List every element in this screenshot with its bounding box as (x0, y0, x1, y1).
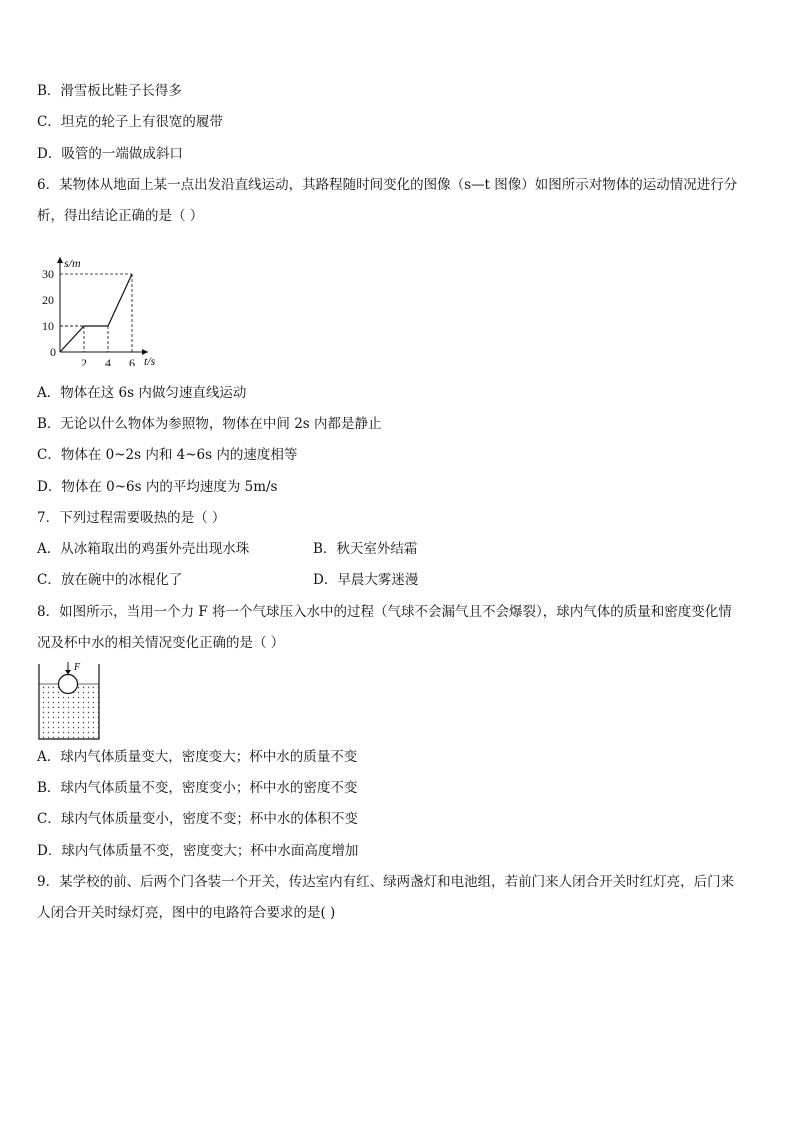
q6-stem-line2: 析，得出结论正确的是（ ） (37, 208, 204, 224)
q6-option-a: A．物体在这 6s 内做匀速直线运动 (37, 385, 247, 401)
q6-option-b: B．无论以什么物体为参照物，物体在中间 2s 内都是静止 (37, 416, 382, 432)
q8-option-d: D．球内气体质量不变，密度变大；杯中水面高度增加 (37, 843, 359, 859)
x-tick-label-6: 6 (129, 356, 135, 366)
force-arrow-head (65, 670, 71, 675)
y-tick-label-30: 30 (42, 267, 54, 281)
q9-stem-line1: 9．某学校的前、后两个门各装一个开关，传达室内有红、绿两盏灯和电池组，若前门来人闭合开关时红灯亮，后门来 (37, 874, 735, 890)
q5-option-c: C．坦克的轮子上有很宽的履带 (37, 114, 223, 130)
balloon (59, 675, 78, 694)
q8-stem-line2: 况及杯中水的相关情况变化正确的是（ ） (37, 635, 285, 651)
q5-option-d: D．吸管的一端做成斜口 (37, 146, 183, 162)
q7-option-b: B．秋天室外结霜 (313, 541, 418, 557)
q6-option-d: D．物体在 0~6s 内的平均速度为 5m/s (37, 479, 278, 495)
q5-option-b: B．滑雪板比鞋子长得多 (37, 83, 182, 99)
q7-option-a: A．从冰箱取出的鸡蛋外壳出现水珠 (37, 541, 250, 557)
x-tick-label-4: 4 (105, 356, 111, 366)
s-t-graph (36, 236, 186, 366)
q8-stem-line1: 8．如图所示，当用一个力 F 将一个气球压入水中的过程（气球不会漏气且不会爆裂），球内气体的质量和密度变化情 (37, 604, 732, 620)
q8-option-a: A．球内气体质量变大，密度变大；杯中水的质量不变 (37, 749, 358, 765)
q6-stem-line1: 6．某物体从地面上某一点出发沿直线运动，其路程随时间变化的图像（s—t 图像）如图所示对物体的运动情况进行分 (37, 177, 738, 193)
q7-option-d: D．早晨大雾迷漫 (313, 572, 419, 588)
x-axis-label: t/s (144, 354, 156, 366)
q7-option-c: C．放在碗中的冰棍化了 (37, 572, 183, 588)
origin-label: 0 (50, 345, 56, 359)
y-axis-label: s/m (64, 256, 81, 270)
q9-stem-line2: 人闭合开关时绿灯亮，图中的电路符合要求的是( ) (37, 905, 336, 921)
q8-option-c: C．球内气体质量变小，密度不变；杯中水的体积不变 (37, 811, 358, 827)
q8-option-b: B．球内气体质量不变，密度变小；杯中水的密度不变 (37, 780, 358, 796)
y-tick-label-20: 20 (42, 293, 54, 307)
y-axis-arrow (57, 257, 63, 263)
series-line (60, 274, 132, 352)
force-label: F (74, 662, 81, 673)
q7-stem: 7．下列过程需要吸热的是（ ） (37, 510, 226, 526)
x-tick-label-2: 2 (81, 356, 87, 366)
balloon-cup-figure (36, 660, 102, 742)
y-tick-label-10: 10 (42, 319, 54, 333)
q6-option-c: C．物体在 0~2s 内和 4~6s 内的速度相等 (37, 447, 298, 463)
